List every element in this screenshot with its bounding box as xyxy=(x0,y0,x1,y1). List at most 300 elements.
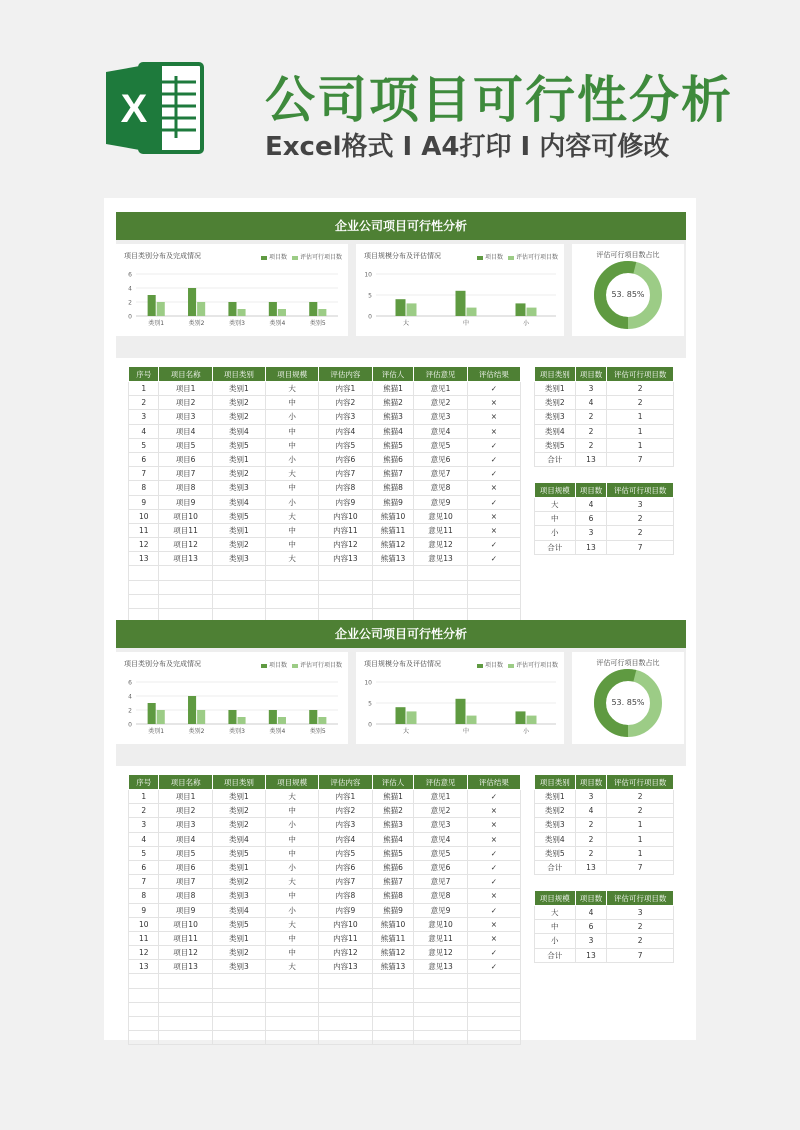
table-cell: 6 xyxy=(129,452,159,466)
category-summary-row xyxy=(535,790,674,804)
table-cell: 熊猫3 xyxy=(372,410,414,424)
table-cell xyxy=(129,974,159,988)
table-cell: 意见7 xyxy=(414,467,467,481)
table-cell: 项目3 xyxy=(159,818,212,832)
column-header: 序号 xyxy=(129,367,159,382)
table-cell: ✓ xyxy=(467,860,520,874)
table-cell xyxy=(266,988,319,1002)
y-tick-label: 2 xyxy=(128,707,132,715)
table-cell: 4 xyxy=(129,424,159,438)
project-row xyxy=(129,509,521,523)
table-cell xyxy=(319,1002,372,1016)
table-cell xyxy=(212,1002,265,1016)
table-cell: 类别2 xyxy=(212,804,265,818)
table-cell xyxy=(319,1031,372,1045)
table-cell: 7 xyxy=(129,467,159,481)
table-cell: 中 xyxy=(266,438,319,452)
table-cell xyxy=(372,988,414,1002)
table-cell xyxy=(266,566,319,580)
table-cell xyxy=(319,988,372,1002)
category-bar-chart xyxy=(116,244,348,336)
table-cell: 8 xyxy=(129,481,159,495)
table-cell: 内容12 xyxy=(319,946,372,960)
table-cell xyxy=(159,566,212,580)
legend-item: 项目数 xyxy=(268,254,287,261)
table-cell xyxy=(212,1017,265,1031)
scale-summary-table xyxy=(534,890,674,963)
table-cell: 内容10 xyxy=(319,509,372,523)
table-cell: × xyxy=(467,424,520,438)
table-cell: 类别5 xyxy=(212,509,265,523)
bar xyxy=(516,303,526,316)
bar xyxy=(238,717,246,724)
tables-row xyxy=(116,766,686,1036)
table-cell: 熊猫6 xyxy=(372,860,414,874)
table-cell: 意见7 xyxy=(414,875,467,889)
table-header-row xyxy=(129,367,521,382)
table-cell xyxy=(467,566,520,580)
table-cell xyxy=(159,974,212,988)
table-cell: 1 xyxy=(129,790,159,804)
y-tick-label: 0 xyxy=(368,721,372,729)
table-cell: 7 xyxy=(607,948,674,962)
table-cell: 意见5 xyxy=(414,438,467,452)
table-cell xyxy=(212,580,265,594)
table-cell: 合计 xyxy=(535,540,576,554)
empty-row xyxy=(129,594,521,608)
table-cell: 10 xyxy=(129,917,159,931)
y-tick-label: 6 xyxy=(128,679,132,687)
table-cell xyxy=(372,1002,414,1016)
table-cell: ✓ xyxy=(467,946,520,960)
chart-title: 评估可行项目数占比 xyxy=(596,251,660,259)
legend-item: 项目数 xyxy=(484,662,503,669)
project-row xyxy=(129,889,521,903)
table-cell: 小 xyxy=(266,818,319,832)
chart-title: 项目类别分布及完成情况 xyxy=(124,252,201,260)
table-cell: 类别2 xyxy=(212,410,265,424)
column-header: 评估可行项目数 xyxy=(607,367,674,382)
table-cell: 中 xyxy=(266,396,319,410)
column-header: 评估可行项目数 xyxy=(607,775,674,790)
table-cell: 项目8 xyxy=(159,481,212,495)
y-tick-label: 10 xyxy=(364,271,372,279)
table-cell: 大 xyxy=(535,906,576,920)
project-row xyxy=(129,467,521,481)
table-cell: 6 xyxy=(129,860,159,874)
table-cell: 内容3 xyxy=(319,818,372,832)
table-cell xyxy=(159,594,212,608)
table-cell: 意见13 xyxy=(414,960,467,974)
table-cell: 2 xyxy=(575,410,607,424)
bar xyxy=(516,711,526,724)
bar xyxy=(407,303,417,316)
table-cell: 小 xyxy=(266,860,319,874)
table-cell: 6 xyxy=(575,512,607,526)
table-cell: 1 xyxy=(129,382,159,396)
report-section-2 xyxy=(116,620,686,1036)
table-cell: 4 xyxy=(129,832,159,846)
table-cell: 2 xyxy=(607,512,674,526)
table-cell xyxy=(467,1031,520,1045)
table-cell: 意见11 xyxy=(414,931,467,945)
table-cell xyxy=(372,1017,414,1031)
section-title: 企业公司项目可行性分析 xyxy=(116,212,686,240)
table-cell: 7 xyxy=(607,452,674,466)
table-cell: 2 xyxy=(607,396,674,410)
table-cell: 类别5 xyxy=(535,438,576,452)
table-cell: 1 xyxy=(607,410,674,424)
spreadsheet-preview xyxy=(104,198,696,1040)
project-row xyxy=(129,917,521,931)
table-cell: 类别4 xyxy=(212,424,265,438)
bar xyxy=(278,717,286,724)
table-cell: 13 xyxy=(575,452,607,466)
table-cell: 大 xyxy=(266,960,319,974)
table-cell: 4 xyxy=(575,906,607,920)
table-cell: 熊猫3 xyxy=(372,818,414,832)
project-table xyxy=(128,774,521,1045)
table-cell: ✓ xyxy=(467,438,520,452)
table-cell xyxy=(266,1031,319,1045)
scale-summary-row xyxy=(535,934,674,948)
table-cell: 类别1 xyxy=(535,790,576,804)
table-cell xyxy=(414,1017,467,1031)
table-cell xyxy=(266,1017,319,1031)
column-header: 项目规模 xyxy=(266,367,319,382)
table-cell: 意见8 xyxy=(414,481,467,495)
category-bar-chart xyxy=(116,652,348,744)
x-tick-label: 类别2 xyxy=(188,320,205,327)
table-cell: 内容8 xyxy=(319,889,372,903)
bar xyxy=(148,703,156,724)
table-cell: 意见5 xyxy=(414,846,467,860)
table-cell xyxy=(414,580,467,594)
table-cell: 2 xyxy=(607,790,674,804)
bar xyxy=(238,309,246,316)
y-tick-label: 0 xyxy=(128,721,132,729)
table-cell: 2 xyxy=(575,818,607,832)
table-cell: ✓ xyxy=(467,875,520,889)
table-cell: 内容4 xyxy=(319,424,372,438)
scale-summary-row xyxy=(535,498,674,512)
table-cell: 中 xyxy=(535,920,576,934)
table-cell: 4 xyxy=(575,396,607,410)
project-row xyxy=(129,818,521,832)
table-cell: 项目6 xyxy=(159,860,212,874)
table-cell: 熊猫1 xyxy=(372,790,414,804)
table-cell xyxy=(467,1017,520,1031)
table-cell: 5 xyxy=(129,438,159,452)
table-cell: 项目3 xyxy=(159,410,212,424)
table-cell: ✓ xyxy=(467,452,520,466)
table-cell: 项目1 xyxy=(159,790,212,804)
table-cell xyxy=(212,974,265,988)
column-header: 评估结果 xyxy=(467,367,520,382)
category-summary-table xyxy=(534,366,674,467)
table-cell: 类别2 xyxy=(212,538,265,552)
scale-summary-row xyxy=(535,948,674,962)
table-cell: 项目13 xyxy=(159,552,212,566)
table-cell: 中 xyxy=(266,523,319,537)
table-cell: 熊猫13 xyxy=(372,552,414,566)
charts-row xyxy=(116,240,686,358)
table-cell: 熊猫13 xyxy=(372,960,414,974)
table-cell: 12 xyxy=(129,538,159,552)
column-header: 项目类别 xyxy=(535,775,576,790)
table-cell: 内容2 xyxy=(319,804,372,818)
y-tick-label: 5 xyxy=(368,292,372,300)
table-cell: × xyxy=(467,917,520,931)
scale-summary-row xyxy=(535,540,674,554)
category-summary-row xyxy=(535,804,674,818)
bar xyxy=(467,716,477,724)
table-cell: 项目9 xyxy=(159,903,212,917)
table-cell: 类别5 xyxy=(212,846,265,860)
table-cell: 1 xyxy=(607,438,674,452)
category-summary-row xyxy=(535,396,674,410)
table-cell xyxy=(129,988,159,1002)
table-cell: 项目6 xyxy=(159,452,212,466)
table-cell xyxy=(319,594,372,608)
table-cell: 中 xyxy=(535,512,576,526)
table-cell: 内容8 xyxy=(319,481,372,495)
category-summary-row xyxy=(535,424,674,438)
table-cell: 4 xyxy=(575,498,607,512)
ratio-chart-card xyxy=(572,652,684,744)
category-summary-row xyxy=(535,452,674,466)
scale-summary-row xyxy=(535,906,674,920)
logo-letter: X xyxy=(120,87,148,131)
table-cell xyxy=(414,594,467,608)
table-cell: 类别1 xyxy=(212,523,265,537)
table-cell xyxy=(212,1031,265,1045)
scale-summary-table xyxy=(534,482,674,555)
column-header: 评估意见 xyxy=(414,367,467,382)
excel-logo-icon xyxy=(100,58,210,158)
bar xyxy=(228,710,236,724)
project-row xyxy=(129,832,521,846)
category-summary-row xyxy=(535,438,674,452)
table-cell xyxy=(129,594,159,608)
table-cell: 熊猫6 xyxy=(372,452,414,466)
column-header: 项目规模 xyxy=(535,483,576,498)
table-cell: 大 xyxy=(266,382,319,396)
project-row xyxy=(129,424,521,438)
table-cell xyxy=(129,1017,159,1031)
empty-row xyxy=(129,988,521,1002)
table-cell: 类别5 xyxy=(535,846,576,860)
table-cell xyxy=(266,974,319,988)
table-cell: × xyxy=(467,523,520,537)
table-cell: 合计 xyxy=(535,452,576,466)
scale-chart-card xyxy=(356,244,564,336)
bar xyxy=(309,710,317,724)
column-header: 项目名称 xyxy=(159,775,212,790)
table-cell: 大 xyxy=(266,509,319,523)
table-cell xyxy=(467,594,520,608)
project-row xyxy=(129,946,521,960)
table-cell: 类别2 xyxy=(212,946,265,960)
table-cell: 熊猫11 xyxy=(372,931,414,945)
table-cell: 熊猫12 xyxy=(372,538,414,552)
legend-item: 评估可行项目数 xyxy=(515,254,558,261)
scale-bar-chart xyxy=(356,652,564,744)
x-tick-label: 类别5 xyxy=(309,728,326,735)
table-cell xyxy=(159,1002,212,1016)
table-cell: 9 xyxy=(129,903,159,917)
table-cell: × xyxy=(467,931,520,945)
table-cell: 2 xyxy=(575,832,607,846)
table-cell: 项目11 xyxy=(159,523,212,537)
bar xyxy=(467,308,477,316)
table-cell: × xyxy=(467,509,520,523)
table-cell: 类别1 xyxy=(212,931,265,945)
table-cell: 类别1 xyxy=(212,452,265,466)
table-cell: 大 xyxy=(535,498,576,512)
y-tick-label: 6 xyxy=(128,271,132,279)
table-cell xyxy=(159,1031,212,1045)
legend-item: 评估可行项目数 xyxy=(299,662,342,669)
x-tick-label: 类别4 xyxy=(269,320,286,327)
table-cell: 熊猫5 xyxy=(372,846,414,860)
table-cell: 熊猫4 xyxy=(372,832,414,846)
table-cell: ✓ xyxy=(467,846,520,860)
table-cell: 11 xyxy=(129,931,159,945)
table-cell: × xyxy=(467,804,520,818)
table-cell: 内容4 xyxy=(319,832,372,846)
table-cell xyxy=(467,580,520,594)
table-cell: 13 xyxy=(575,540,607,554)
y-tick-label: 4 xyxy=(128,285,132,293)
table-cell: 意见1 xyxy=(414,382,467,396)
table-cell: 3 xyxy=(129,410,159,424)
table-cell: 项目13 xyxy=(159,960,212,974)
table-cell: 11 xyxy=(129,523,159,537)
table-cell: 类别1 xyxy=(212,382,265,396)
table-cell: 内容10 xyxy=(319,917,372,931)
table-cell: 1 xyxy=(607,832,674,846)
section-title: 企业公司项目可行性分析 xyxy=(116,620,686,648)
y-tick-label: 0 xyxy=(128,313,132,321)
table-cell xyxy=(414,566,467,580)
table-cell: 中 xyxy=(266,481,319,495)
table-cell: 类别2 xyxy=(212,467,265,481)
y-tick-label: 5 xyxy=(368,700,372,708)
table-cell xyxy=(212,594,265,608)
bar xyxy=(527,308,537,316)
table-cell: 小 xyxy=(535,526,576,540)
ratio-donut-chart xyxy=(572,244,684,336)
table-cell: 类别2 xyxy=(212,875,265,889)
table-cell: 2 xyxy=(607,920,674,934)
table-cell: 意见2 xyxy=(414,396,467,410)
table-cell: 熊猫9 xyxy=(372,903,414,917)
table-cell: 3 xyxy=(575,382,607,396)
table-cell: 内容9 xyxy=(319,495,372,509)
table-cell: ✓ xyxy=(467,467,520,481)
category-summary-row xyxy=(535,846,674,860)
column-header: 项目规模 xyxy=(266,775,319,790)
table-cell: 项目11 xyxy=(159,931,212,945)
table-cell: 内容7 xyxy=(319,875,372,889)
table-cell: ✓ xyxy=(467,903,520,917)
table-cell xyxy=(467,974,520,988)
table-cell: 项目4 xyxy=(159,832,212,846)
table-cell: 内容13 xyxy=(319,552,372,566)
y-tick-label: 4 xyxy=(128,693,132,701)
table-cell xyxy=(414,988,467,1002)
table-cell: 熊猫11 xyxy=(372,523,414,537)
table-cell: 中 xyxy=(266,538,319,552)
column-header: 项目类别 xyxy=(212,775,265,790)
table-cell: 1 xyxy=(607,818,674,832)
table-cell: ✓ xyxy=(467,790,520,804)
table-cell: 意见12 xyxy=(414,946,467,960)
x-tick-label: 小 xyxy=(522,320,530,327)
table-cell: 7 xyxy=(607,540,674,554)
table-cell: × xyxy=(467,410,520,424)
table-cell: 类别3 xyxy=(212,889,265,903)
table-cell: 中 xyxy=(266,846,319,860)
table-cell: 内容11 xyxy=(319,523,372,537)
chart-title: 评估可行项目数占比 xyxy=(596,659,660,667)
table-cell: 7 xyxy=(607,860,674,874)
column-header: 评估可行项目数 xyxy=(607,891,674,906)
table-cell: 内容6 xyxy=(319,860,372,874)
column-header: 评估内容 xyxy=(319,367,372,382)
tables-row xyxy=(116,358,686,628)
table-cell: 中 xyxy=(266,931,319,945)
table-cell: 内容5 xyxy=(319,438,372,452)
legend-item: 项目数 xyxy=(268,662,287,669)
table-cell: 类别4 xyxy=(212,495,265,509)
ratio-chart-card xyxy=(572,244,684,336)
table-cell: 7 xyxy=(129,875,159,889)
table-cell: 3 xyxy=(575,790,607,804)
page-title: 公司项目可行性分析 xyxy=(265,71,733,129)
table-cell xyxy=(266,594,319,608)
x-tick-label: 中 xyxy=(462,728,470,735)
table-cell xyxy=(414,1031,467,1045)
project-row xyxy=(129,452,521,466)
table-cell xyxy=(319,1017,372,1031)
category-summary-row xyxy=(535,832,674,846)
empty-row xyxy=(129,974,521,988)
table-cell: 4 xyxy=(575,804,607,818)
scale-summary-row xyxy=(535,920,674,934)
table-cell: 项目5 xyxy=(159,438,212,452)
table-cell: 中 xyxy=(266,804,319,818)
bar xyxy=(157,710,165,724)
project-row xyxy=(129,903,521,917)
table-cell: 熊猫2 xyxy=(372,396,414,410)
table-cell xyxy=(372,974,414,988)
table-cell: 3 xyxy=(575,526,607,540)
bar xyxy=(228,302,236,316)
scale-bar-chart xyxy=(356,244,564,336)
project-row xyxy=(129,860,521,874)
table-cell: 意见6 xyxy=(414,860,467,874)
column-header: 项目类别 xyxy=(212,367,265,382)
chart-title: 项目规模分布及评估情况 xyxy=(364,252,441,260)
bar xyxy=(188,288,196,316)
bar xyxy=(188,696,196,724)
table-cell: 内容11 xyxy=(319,931,372,945)
table-cell: 类别1 xyxy=(212,860,265,874)
table-cell: × xyxy=(467,396,520,410)
table-cell: 项目10 xyxy=(159,509,212,523)
